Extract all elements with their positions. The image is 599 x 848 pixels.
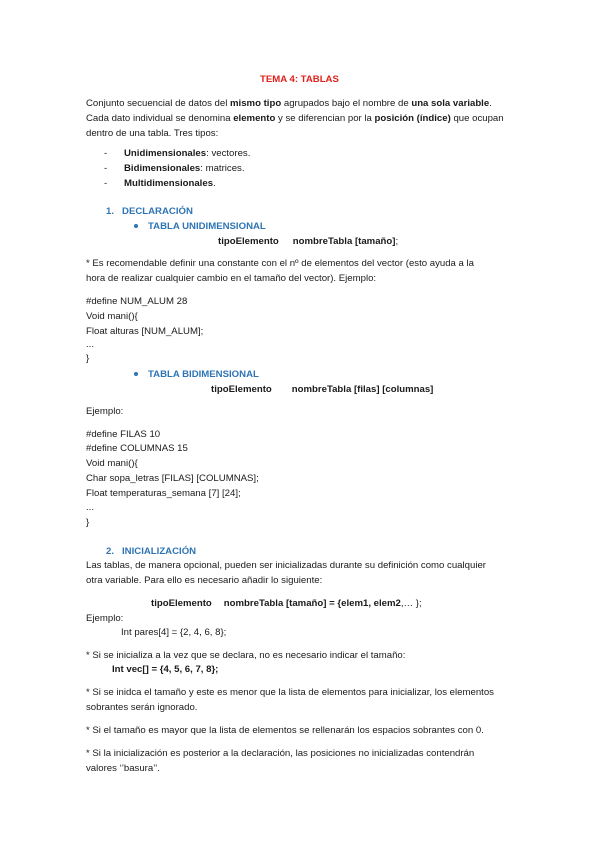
list-item: [104, 178, 216, 190]
example-code: Int pares[4] = {2, 4, 6, 8};: [121, 627, 227, 638]
subheading-unidimensional: [134, 221, 266, 233]
section-heading-declaracion: [106, 206, 193, 218]
intro-line-3: dentro de una tabla. Tres tipos:: [86, 128, 219, 139]
bullet-icon: [134, 372, 138, 376]
list-item-desc: : matrices.: [200, 163, 245, 174]
list-item-name: Bidimensionales: [124, 163, 201, 174]
section-heading-inicializacion: [106, 546, 196, 558]
code-line: #define NUM_ALUM 28: [86, 296, 188, 307]
note-line: sobrantes serán ignorado.: [86, 702, 198, 713]
intro-bold: elemento: [233, 113, 276, 124]
syntax-type: tipoElemento: [218, 236, 279, 247]
intro-text: agrupados bajo el nombre de: [281, 98, 412, 109]
code-line: Void mani(){: [86, 311, 138, 322]
subheading-label: TABLA BIDIMENSIONAL: [148, 369, 259, 380]
intro-text: que ocupan: [450, 113, 504, 124]
code-line: Float alturas [NUM_ALUM];: [86, 326, 204, 337]
list-dash: -: [104, 178, 108, 189]
init-paragraph-line-2: otra variable. Para ello es necesario añadir lo siguiente:: [86, 575, 323, 586]
note-line: * Si la inicialización es posterior a la declaración, las posiciones no inicializadas contendrán: [86, 748, 475, 759]
list-dash: -: [104, 163, 108, 174]
list-item-name: Multidimensionales: [124, 178, 214, 189]
code-line: #define COLUMNAS 15: [86, 443, 188, 454]
code-line: }: [86, 353, 90, 364]
bullet-icon: [134, 224, 138, 228]
intro-text: Cada dato individual se denomina: [86, 113, 234, 124]
intro-text: .: [489, 98, 492, 109]
list-item: [104, 163, 245, 175]
list-item-name: Unidimensionales: [124, 148, 207, 159]
intro-bold: una sola variable: [411, 98, 490, 109]
syntax-tail: ,… };: [400, 598, 422, 609]
example-label: Ejemplo:: [86, 613, 124, 624]
syntax-bidimensional: [211, 384, 433, 396]
note-line: valores ‘’basura’’.: [86, 763, 160, 774]
subheading-label: TABLA UNIDIMENSIONAL: [148, 221, 266, 232]
intro-line-2: [86, 113, 504, 125]
code-line: Char sopa_letras [FILAS] [COLUMNAS];: [86, 473, 259, 484]
syntax-unidimensional: [218, 236, 398, 248]
subheading-bidimensional: [134, 369, 259, 381]
intro-bold: mismo tipo: [230, 98, 282, 109]
example-label: Ejemplo:: [86, 406, 124, 417]
note-code: Int vec[] = {4, 5, 6, 7, 8};: [112, 664, 219, 675]
note-line: * Si el tamaño es mayor que la lista de elementos se rellenarán los espacios sobrantes con 0.: [86, 725, 484, 736]
syntax-initialization: [151, 598, 422, 610]
intro-bold: posición (índice): [374, 113, 451, 124]
note-line: * Si se inidca el tamaño y este es menor que la lista de elementos para inicializar, los elementos: [86, 687, 494, 698]
section-number: 2.: [106, 546, 115, 557]
syntax-type: tipoElemento: [151, 598, 212, 609]
note-line: * Si se inicializa a la vez que se declara, no es necesario indicar el tamaño:: [86, 650, 406, 661]
code-line: Void mani(){: [86, 458, 138, 469]
page-title: TEMA 4: TABLAS: [260, 74, 339, 85]
section-number: 1.: [106, 206, 115, 217]
note-constant-line-1: * Es recomendable definir una constante con el nº de elementos del vector (esto ayuda a la: [86, 258, 475, 269]
syntax-name: nombreTabla [tamaño]: [292, 236, 396, 247]
syntax-semicolon: ;: [395, 236, 399, 247]
section-title: INICIALIZACIÓN: [122, 546, 197, 557]
list-item: [104, 148, 250, 160]
code-line: Float temperaturas_semana [7] [24];: [86, 488, 241, 499]
syntax-name: nombreTabla [filas] [columnas]: [291, 384, 434, 395]
code-line: ...: [86, 502, 94, 513]
code-line: }: [86, 517, 90, 528]
intro-text: y se diferencian por la: [275, 113, 375, 124]
code-line: #define FILAS 10: [86, 429, 161, 440]
section-title: DECLARACIÓN: [122, 206, 193, 217]
init-paragraph-line-1: Las tablas, de manera opcional, pueden ser inicializadas durante su definición como cualquier: [86, 560, 486, 571]
intro-text: Conjunto secuencial de datos del: [86, 98, 231, 109]
list-item-desc: .: [213, 178, 216, 189]
intro-line-1: [86, 98, 492, 110]
list-dash: -: [104, 148, 108, 159]
syntax-name: nombreTabla [tamaño] = {elem1, elem2: [223, 598, 401, 609]
code-line: ...: [86, 339, 94, 350]
note-constant-line-2: hora de realizar cualquier cambio en el tamaño del vector). Ejemplo:: [86, 273, 377, 284]
list-item-desc: : vectores.: [206, 148, 251, 159]
syntax-type: tipoElemento: [211, 384, 272, 395]
